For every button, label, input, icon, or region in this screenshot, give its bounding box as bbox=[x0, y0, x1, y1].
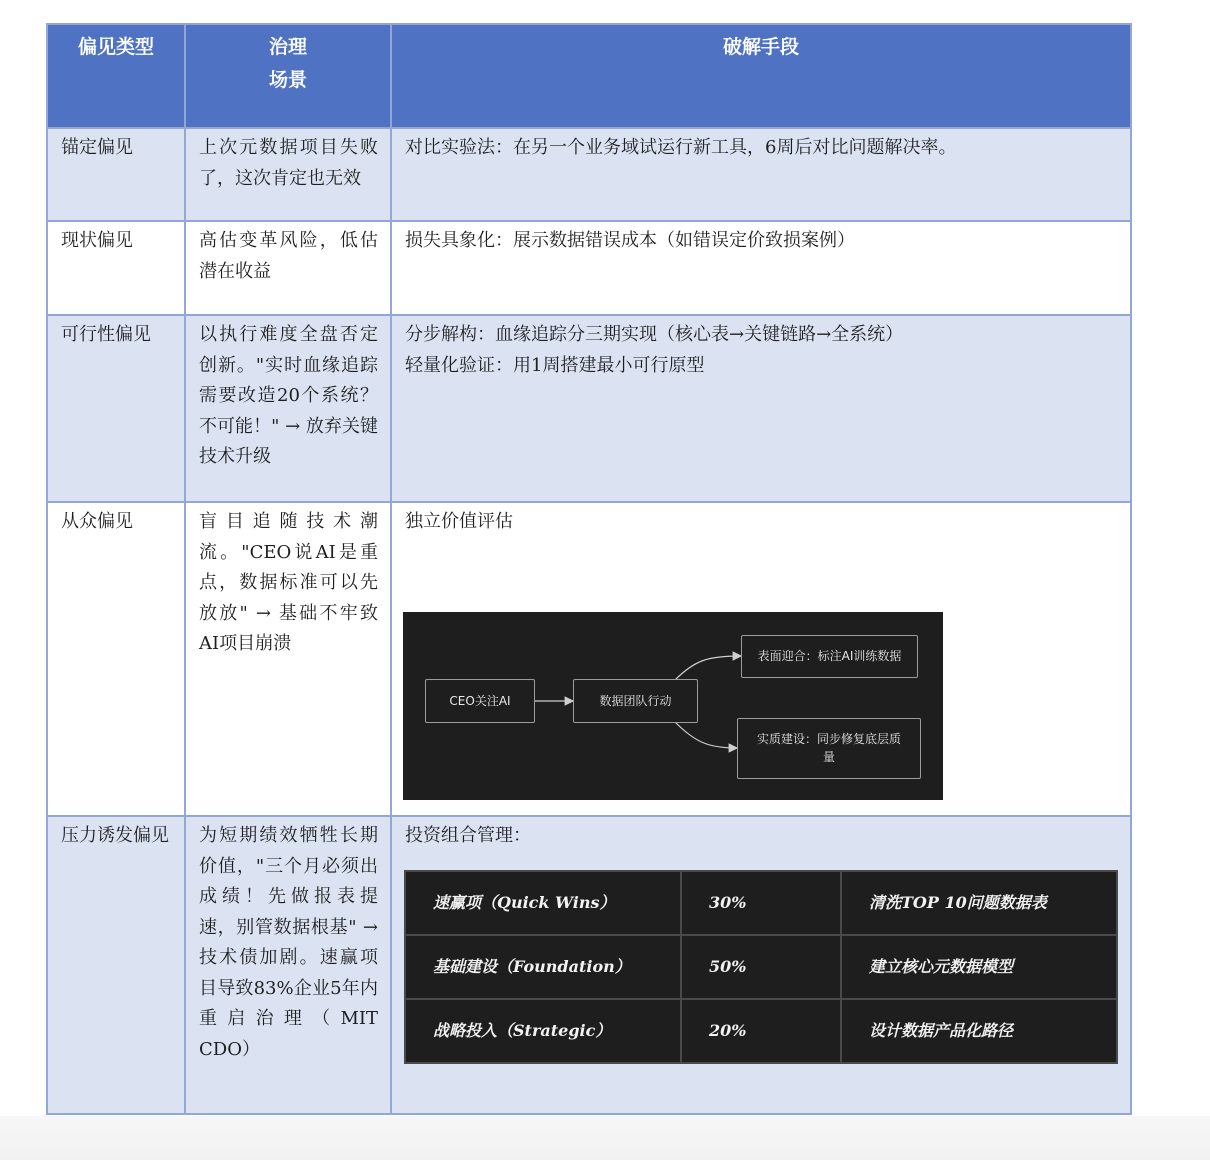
portfolio-share: 50% bbox=[681, 935, 841, 999]
bias-governance-table bbox=[46, 23, 1132, 1115]
remedy-cell: 投资组合管理： 速赢项（Quick Wins） 30% 清洗TOP 10问题数据表 基础建设（Foundation） 50% 建立核心元数据模型 战略投入（Strategic） 20% 设计数据产品化路径 bbox=[391, 816, 1131, 1114]
remedy-cell: 对比实验法：在另一个业务域试运行新工具，6周后对比问题解决率。 bbox=[391, 128, 1131, 221]
bias-type-cell: 锚定偏见 bbox=[47, 128, 185, 221]
bias-type-cell: 可行性偏见 bbox=[47, 315, 185, 502]
arrow-team-to-surface bbox=[675, 656, 741, 680]
portfolio-row bbox=[405, 871, 1117, 935]
bottom-margin bbox=[0, 1116, 1210, 1160]
portfolio-item: 战略投入（Strategic） bbox=[405, 999, 681, 1063]
bias-type-cell: 现状偏见 bbox=[47, 221, 185, 315]
portfolio-row bbox=[405, 999, 1117, 1063]
portfolio-action: 建立核心元数据模型 bbox=[841, 935, 1117, 999]
node-surface: 表面迎合：标注AI训练数据 bbox=[741, 635, 918, 678]
scenario-cell: 高估变革风险，低估潜在收益 bbox=[185, 221, 391, 315]
header-row bbox=[47, 24, 1131, 128]
bias-type-cell: 压力诱发偏见 bbox=[47, 816, 185, 1114]
node-ceo: CEO关注AI bbox=[425, 679, 535, 723]
header-remedy: 破解手段 bbox=[391, 24, 1131, 128]
portfolio-action: 清洗TOP 10问题数据表 bbox=[841, 871, 1117, 935]
portfolio-item: 速赢项（Quick Wins） bbox=[405, 871, 681, 935]
scenario-cell: 上次元数据项目失败了，这次肯定也无效 bbox=[185, 128, 391, 221]
portfolio-share: 20% bbox=[681, 999, 841, 1063]
arrow-team-to-real bbox=[675, 722, 737, 748]
table-row bbox=[47, 221, 1131, 315]
scenario-cell: 以执行难度全盘否定创新。"实时血缘追踪需要改造20个系统？不可能！" → 放弃关键技术升级 bbox=[185, 315, 391, 502]
flow-diagram bbox=[403, 612, 943, 800]
remedy-cell: 分步解构：血缘追踪分三期实现（核心表→关键链路→全系统） 轻量化验证：用1周搭建最小可行原型 bbox=[391, 315, 1131, 502]
table-row bbox=[47, 128, 1131, 221]
table-row bbox=[47, 315, 1131, 502]
portfolio-table bbox=[404, 870, 1118, 1064]
node-real: 实质建设：同步修复底层质量 bbox=[737, 718, 921, 779]
header-bias-type: 偏见类型 bbox=[47, 24, 185, 128]
table-row bbox=[47, 502, 1131, 816]
portfolio-action: 设计数据产品化路径 bbox=[841, 999, 1117, 1063]
portfolio-share: 30% bbox=[681, 871, 841, 935]
bias-type-cell: 从众偏见 bbox=[47, 502, 185, 816]
remedy-cell: 损失具象化：展示数据错误成本（如错误定价致损案例） bbox=[391, 221, 1131, 315]
node-team: 数据团队行动 bbox=[573, 679, 698, 723]
portfolio-item: 基础建设（Foundation） bbox=[405, 935, 681, 999]
header-scenario: 治理 场景 bbox=[185, 24, 391, 128]
portfolio-row bbox=[405, 935, 1117, 999]
scenario-cell: 盲目追随技术潮流。"CEO说AI是重点，数据标准可以先放放" → 基础不牢致AI项目崩溃 bbox=[185, 502, 391, 816]
table-row bbox=[47, 816, 1131, 1114]
remedy-cell: 独立价值评估 CEO关注AI 数据团队行动 表面迎合：标注AI训练数据 实质建设：同步修复底层质量 bbox=[391, 502, 1131, 816]
scenario-cell: 为短期绩效牺牲长期价值，"三个月必须出成绩！先做报表提速，别管数据根基" → 技术债加剧。速赢项目导致83%企业5年内重启治理（MIT CDO） bbox=[185, 816, 391, 1114]
